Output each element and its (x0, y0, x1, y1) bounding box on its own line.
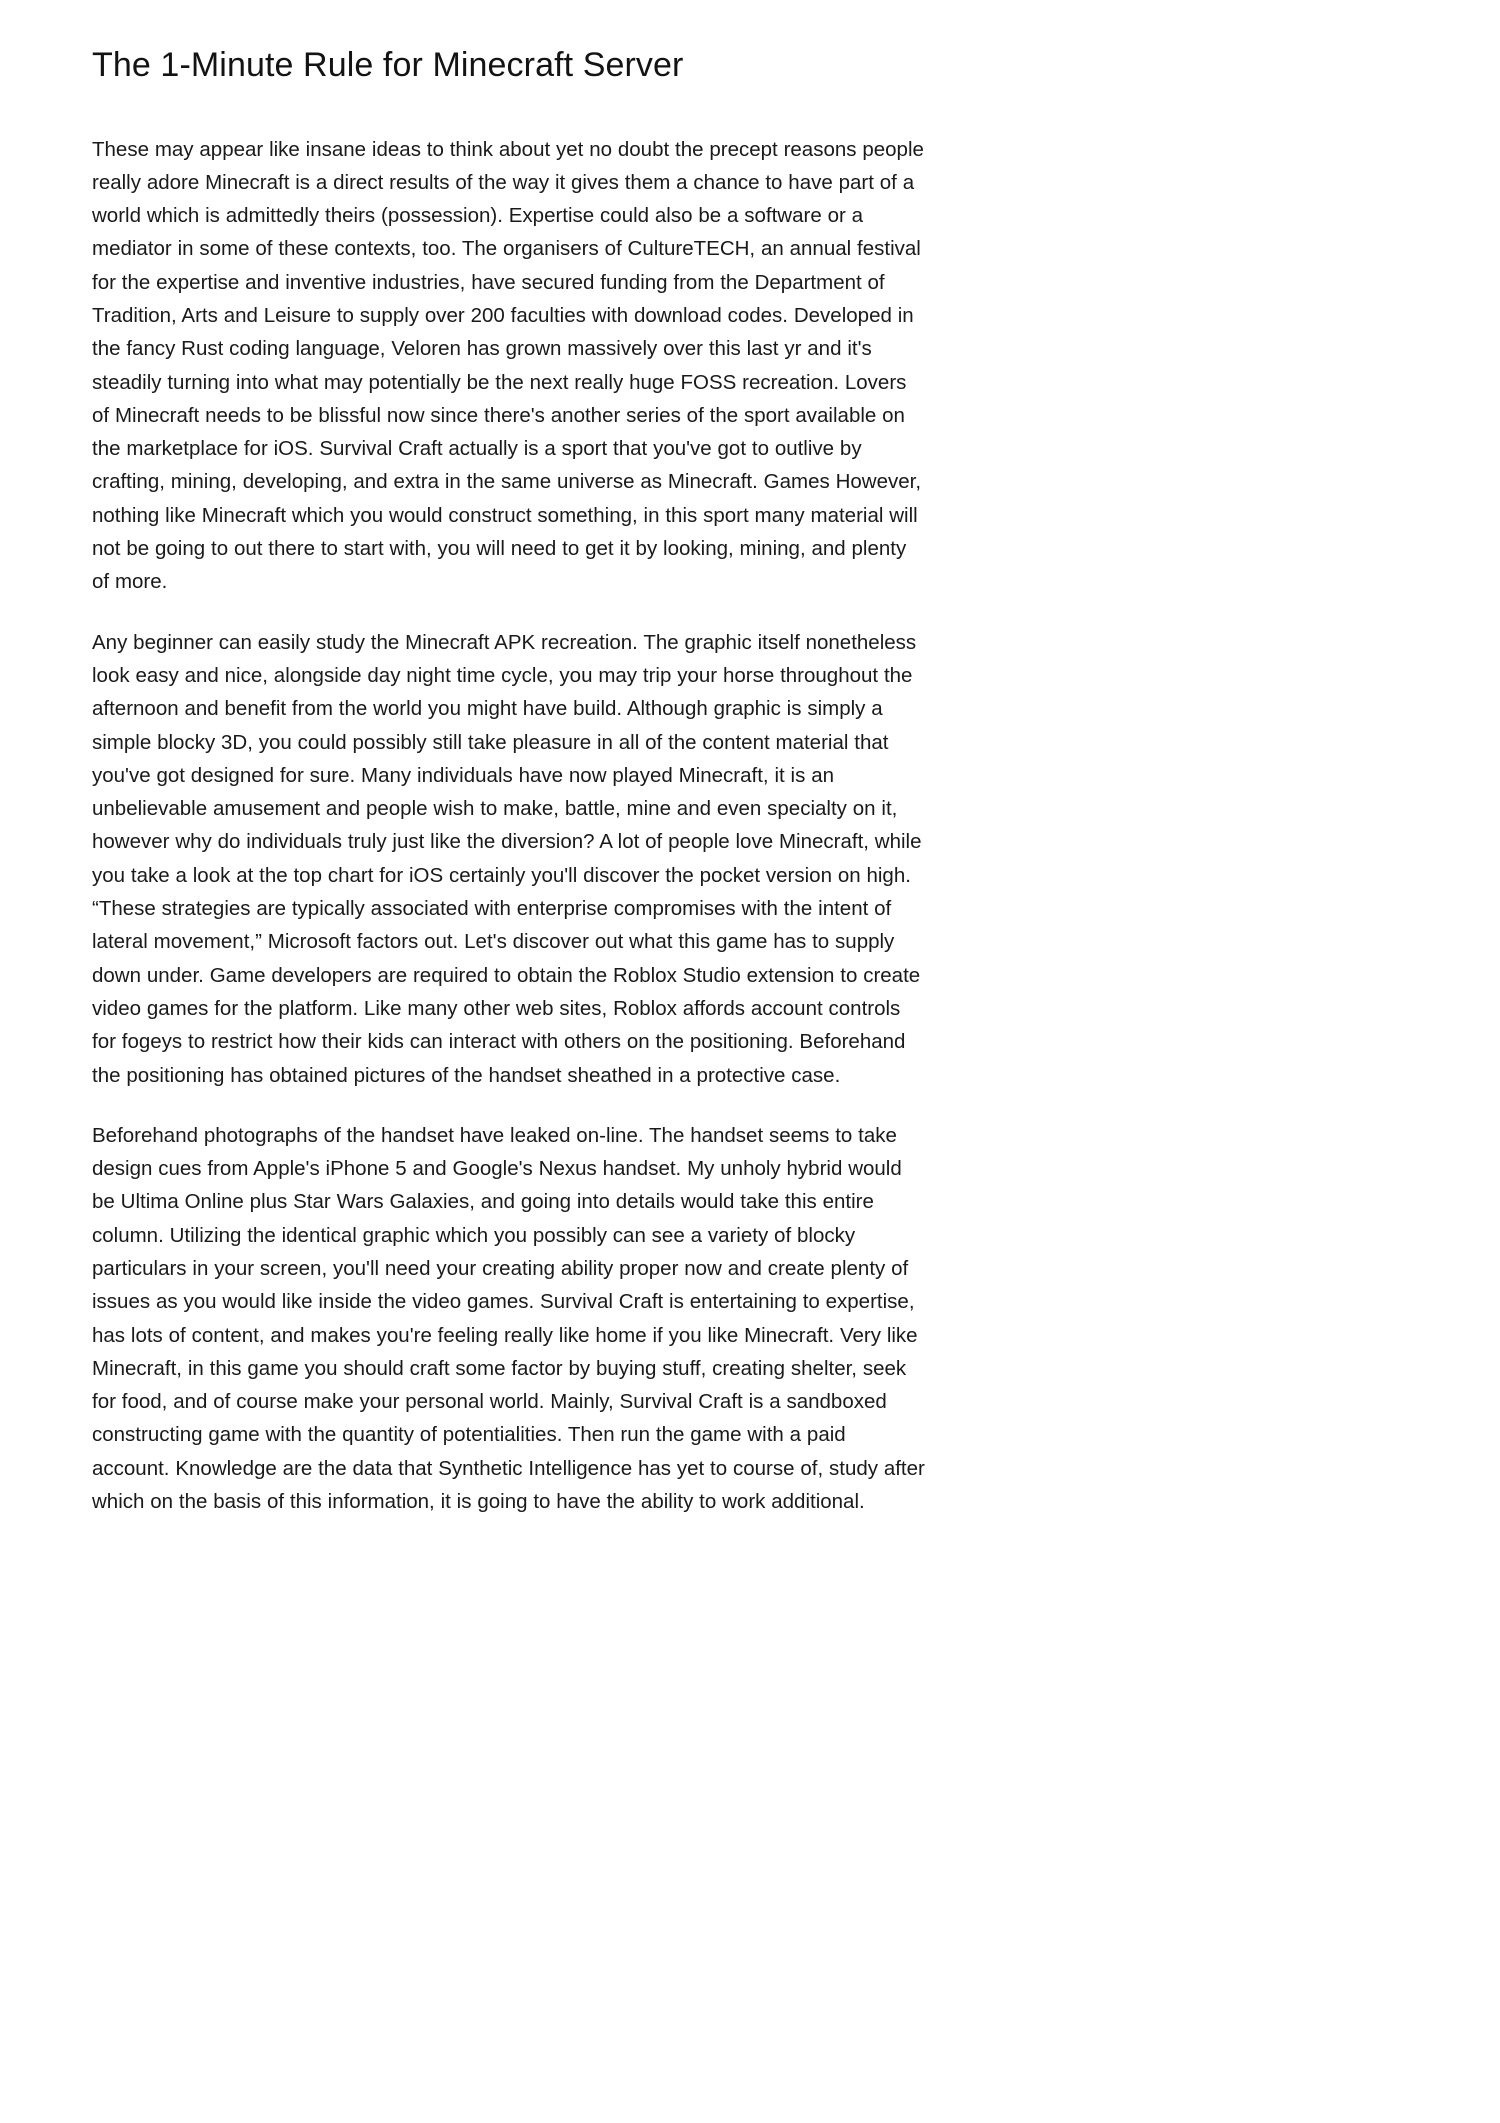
body-paragraph: Any beginner can easily study the Minecraft APK recreation. The graphic itself nonetheless look easy and nice, alongside day night time cycle, you may trip your horse throughout the afternoon and benefit from the world you might have build. Although graphic is simply a simple blocky 3D, you could possibly still take pleasure in all of the content material that you've got designed for sure. Many individuals have now played Minecraft, it is an unbelievable amusement and people wish to make, battle, mine and even specialty on it, however why do individuals truly just like the diversion? A lot of people love Minecraft, while you take a look at the top chart for iOS certainly you'll discover the pocket version on high. “These strategies are typically associated with enterprise compromises with the intent of lateral movement,” Microsoft factors out. Let's discover out what this game has to supply down under. Game developers are required to obtain the Roblox Studio extension to create video games for the platform. Like many other web sites, Roblox affords account controls for fogeys to restrict how their kids can interact with others on the positioning. Beforehand the positioning has obtained pictures of the handset sheathed in a protective case. (92, 630, 922, 1087)
body-paragraph: These may appear like insane ideas to think about yet no doubt the precept reasons people really adore Minecraft is a direct results of the way it gives them a chance to have part of a world which is admittedly theirs (possession). Expertise could also be a software or a mediator in some of these contexts, too. The organisers of CultureTECH, an annual festival for the expertise and inventive industries, have secured funding from the Department of Tradition, Arts and Leisure to supply over 200 faculties with download codes. Developed in the fancy Rust coding language, Veloren has grown massively over this last yr and it's steadily turning into what may potentially be the next really huge FOSS recreation. Lovers of Minecraft needs to be blissful now since there's another series of the sport available on the marketplace for iOS. Survival Craft actually is a sport that you've got to outlive by crafting, mining, developing, and extra in the same universe as Minecraft. Games However, nothing like Minecraft which you would construct something, in this sport many material will not be going to out there to start with, you will need to get it by looking, mining, and plenty of more. (92, 137, 924, 594)
article-container (0, 0, 926, 1518)
body-paragraph: Beforehand photographs of the handset have leaked on-line. The handset seems to take design cues from Apple's iPhone 5 and Google's Nexus handset. My unholy hybrid would be Ultima Online plus Star Wars Galaxies, and going into details would take this entire column. Utilizing the identical graphic which you possibly can see a variety of blocky particulars in your screen, you'll need your creating ability proper now and create plenty of issues as you would like inside the video games. Survival Craft is entertaining to expertise, has lots of content, and makes you're feeling really like home if you like Minecraft. Very like Minecraft, in this game you should craft some factor by buying stuff, creating shelter, seek for food, and of course make your personal world. Mainly, Survival Craft is a sandboxed constructing game with the quantity of potentialities. Then run the game with a paid account. Knowledge are the data that Synthetic Intelligence has yet to course of, study after which on the basis of this information, it is going to have the ability to work additional. (92, 1123, 925, 1514)
article-body (92, 133, 926, 1519)
page-title: The 1-Minute Rule for Minecraft Server (92, 46, 684, 84)
